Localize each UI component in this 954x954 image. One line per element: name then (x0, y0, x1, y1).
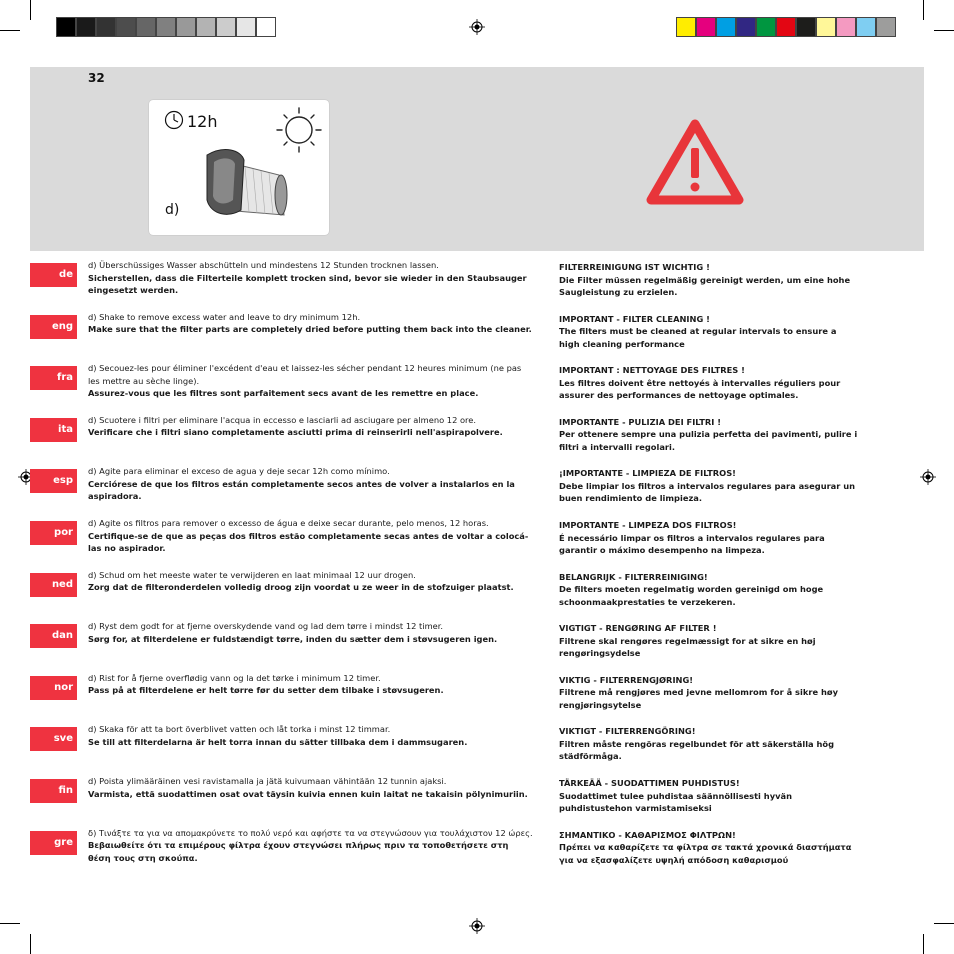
language-tab-gre: gre (30, 831, 77, 855)
color-swatch (76, 17, 96, 37)
notice-body: Debe limpiar los filtros a intervalos regulares para asegurar un buen rendimiento de limpieza. (559, 480, 856, 504)
language-tab-esp: esp (30, 469, 77, 493)
instruction-step: d) Schud om het meeste water te verwijderen en laat minimaal 12 uur drogen. (88, 569, 416, 580)
color-swatch (116, 17, 136, 37)
instruction-text (88, 362, 533, 400)
filter-notice (559, 725, 859, 763)
instruction-warning: Βεβαιωθείτε ότι τα επιμέρους φίλτρα έχουν στεγνώσει πλήρως πριν τα τοποθετήσετε στη θέση τους στη σκούπα. (88, 840, 509, 863)
color-swatch (716, 17, 736, 37)
notice-title: FILTERREINIGUNG IST WICHTIG ! (559, 262, 710, 272)
instruction-text (88, 827, 533, 865)
language-tab-nor: nor (30, 676, 77, 700)
instruction-warning: Make sure that the filter parts are completely dried before putting them back into the cleaner. (88, 324, 532, 335)
filter-notice (559, 519, 859, 557)
language-tab-fra: fra (30, 366, 77, 390)
color-swatch (196, 17, 216, 37)
notice-body: Les filtres doivent être nettoyés à intervalles réguliers pour assurer des performances de nettoyage optimales. (559, 377, 841, 401)
color-swatch (56, 17, 76, 37)
language-tab-dan: dan (30, 624, 77, 648)
instruction-warning: Verificare che i filtri siano completamente asciutti prima di reinserirli nell'aspirapolvere. (88, 427, 503, 438)
crop-mark (923, 934, 924, 954)
crop-mark (30, 0, 31, 20)
instruction-text (88, 259, 533, 297)
instruction-step: d) Scuotere i filtri per eliminare l'acqua in eccesso e lasciarli ad asciugare per almeno 12 ore. (88, 414, 477, 425)
filter-notice (559, 674, 859, 712)
instruction-warning: Sørg for, at filterdelene er fuldstændigt tørre, inden du sætter dem i støvsugeren igen. (88, 633, 498, 644)
instruction-step: d) Skaka för att ta bort överblivet vatten och låt torka i minst 12 timmar. (88, 724, 391, 735)
instruction-text (88, 672, 533, 697)
instruction-text (88, 569, 533, 594)
filter-notice (559, 416, 859, 454)
filter-notice (559, 364, 859, 402)
notice-body: Filtrene må rengjøres med jevne mellomrom for å sikre høy rengjøringsytelse (559, 687, 838, 710)
filter-notice (559, 261, 859, 299)
color-swatch (176, 17, 196, 37)
color-swatch (696, 17, 716, 37)
filter-notice (559, 313, 859, 351)
language-tab-eng: eng (30, 315, 77, 339)
filter-notice (559, 829, 859, 867)
instruction-step: d) Agite os filtros para remover o excesso de água e deixe secar durante, pelo menos, 12 horas. (88, 518, 489, 528)
color-swatch (856, 17, 876, 37)
color-swatch (876, 17, 896, 37)
instruction-step: d) Shake to remove excess water and leave to dry minimum 12h. (88, 311, 361, 322)
instruction-step: d) Überschüssiges Wasser abschütteln und mindestens 12 Stunden trocknen lassen. (88, 260, 439, 270)
notice-body: Suodattimet tulee puhdistaa säännöllisesti hyvän puhdistustehon varmistamiseksi (559, 790, 793, 813)
instruction-text (88, 414, 533, 439)
language-tab-ned: ned (30, 573, 77, 597)
notice-title: ¡IMPORTANTE - LIMPIEZA DE FILTROS! (559, 468, 736, 479)
clock-icon (164, 110, 184, 130)
filter-notice (559, 777, 859, 815)
crop-mark (0, 923, 20, 924)
notice-title: IMPORTANT - FILTER CLEANING ! (559, 313, 710, 324)
language-tab-fin: fin (30, 779, 77, 803)
color-swatch (136, 17, 156, 37)
color-swatch (816, 17, 836, 37)
process-color-bar (676, 17, 896, 37)
instruction-warning: Assurez-vous que les filtres sont parfaitement secs avant de les remettre en place. (88, 388, 479, 399)
instruction-step: δ) Τινάξτε τα για να απομακρύνετε το πολύ νερό και αφήστε τα να στεγνώσουν για τουλάχιστον 12 ώρες. (88, 827, 533, 838)
filter-notice (559, 467, 859, 505)
notice-body: Filtren måste rengöras regelbundet för att säkerställa hög städförmåga. (559, 738, 835, 762)
instruction-text (88, 723, 533, 748)
notice-title: TÄRKEÄÄ - SUODATTIMEN PUHDISTUS! (559, 778, 740, 788)
filter-notice (559, 622, 859, 660)
notice-body: The filters must be cleaned at regular intervals to ensure a high cleaning performance (559, 326, 837, 349)
crop-mark (30, 934, 31, 954)
instruction-text (88, 517, 533, 555)
color-swatch (236, 17, 256, 37)
language-tab-de: de (30, 263, 77, 287)
color-swatch (796, 17, 816, 37)
instruction-step: d) Ryst dem godt for at fjerne overskydende vand og lad dem tørre i mindst 12 timer. (88, 621, 444, 632)
notice-title: VIGTIGT - RENGØRING AF FILTER ! (559, 623, 717, 634)
crop-mark (923, 0, 924, 20)
sun-icon (277, 108, 321, 152)
notice-body: De filters moeten regelmatig worden gereinigd om hoge schoonmaakprestaties te verzekeren. (559, 584, 824, 607)
notice-body: Die Filter müssen regelmäßig gereinigt werden, um eine hohe Saugleistung zu erzielen. (559, 274, 851, 297)
instruction-text (88, 775, 533, 800)
notice-title: VIKTIGT - FILTERRENGÖRING! (559, 726, 696, 737)
instruction-warning: Pass på at filterdelene er helt tørre før du setter dem tilbake i støvsugeren. (88, 685, 444, 696)
notice-title: ΣΗΜΑΝΤΙΚΟ - ΚΑΘΑΡΙΣΜΟΣ ΦΙΛΤΡΩΝ! (559, 829, 736, 840)
instruction-step: d) Agite para eliminar el exceso de agua y deje secar 12h como mínimo. (88, 466, 390, 477)
instruction-step: d) Secouez-les pour éliminer l'excédent d'eau et laissez-les sécher pendant 12 heures minimum (ne pas les mettre au sèche linge). (88, 363, 522, 386)
registration-mark-icon (469, 19, 485, 35)
crop-mark (0, 30, 20, 31)
instruction-warning: Se till att filterdelarna är helt torra innan du sätter tillbaka dem i dammsugaren. (88, 736, 468, 747)
page-number: 32 (88, 71, 105, 85)
notice-title: IMPORTANTE - LIMPEZA DOS FILTROS! (559, 520, 737, 530)
color-swatch (256, 17, 276, 37)
instruction-step: d) Rist for å fjerne overflødig vann og la det tørke i minimum 12 timer. (88, 672, 381, 683)
color-swatch (836, 17, 856, 37)
instruction-warning: Sicherstellen, dass die Filterteile komplett trocken sind, bevor sie wieder in den Staubsauger eingesetzt werden. (88, 272, 527, 295)
filter-cartridge-icon (207, 150, 287, 215)
instruction-warning: Zorg dat de filteronderdelen volledig droog zijn voordat u ze weer in de stofzuiger plaatst. (88, 582, 514, 593)
notice-body: Πρέπει να καθαρίζετε τα φίλτρα σε τακτά χρονικά διαστήματα για να εξασφαλίζετε υψηλή απόδοση καθαρισμού (559, 842, 852, 865)
notice-title: IMPORTANT : NETTOYAGE DES FILTRES ! (559, 365, 745, 376)
instruction-warning: Cerciórese de que los filtros están completamente secos antes de volver a instalarlos en la aspiradora. (88, 478, 515, 502)
notice-body: Per ottenere sempre una pulizia perfetta dei pavimenti, pulire i filtri a intervalli regolari. (559, 429, 858, 452)
color-swatch (96, 17, 116, 37)
instruction-warning: Varmista, että suodattimen osat ovat täysin kuivia ennen kuin laitat ne takaisin pölynimuriin. (88, 788, 528, 799)
color-swatch (736, 17, 756, 37)
notice-title: VIKTIG - FILTERRENGJØRING! (559, 674, 694, 685)
language-tab-por: por (30, 521, 77, 545)
drying-time-label: 12h (187, 112, 218, 131)
registration-mark-icon (920, 469, 936, 485)
notice-title: BELANGRIJK - FILTERREINIGING! (559, 571, 708, 582)
filter-notice (559, 571, 859, 609)
instruction-warning: Certifique-se de que as peças dos filtros estão completamente secas antes de voltar a colocá-las no aspirador. (88, 530, 529, 553)
notice-title: IMPORTANTE - PULIZIA DEI FILTRI ! (559, 416, 722, 427)
warning-triangle-icon (645, 118, 745, 208)
color-swatch (156, 17, 176, 37)
language-tab-sve: sve (30, 727, 77, 751)
notice-body: Filtrene skal rengøres regelmæssigt for at sikre en høj rengøringsydelse (559, 635, 816, 659)
color-swatch (756, 17, 776, 37)
color-swatch (216, 17, 236, 37)
instruction-step: d) Poista ylimääräinen vesi ravistamalla ja jätä kuivumaan vähintään 12 tunnin ajaksi. (88, 776, 447, 786)
language-tab-ita: ita (30, 418, 77, 442)
crop-mark (934, 923, 954, 924)
crop-mark (934, 30, 954, 31)
instruction-text (88, 620, 533, 645)
notice-body: É necessário limpar os filtros a intervalos regulares para garantir o máximo desempenho na limpeza. (559, 532, 825, 555)
instruction-text (88, 311, 533, 336)
color-swatch (676, 17, 696, 37)
grayscale-color-bar (56, 17, 276, 37)
instruction-text (88, 465, 533, 503)
color-swatch (776, 17, 796, 37)
registration-mark-icon (469, 918, 485, 934)
step-label: d) (165, 202, 180, 218)
